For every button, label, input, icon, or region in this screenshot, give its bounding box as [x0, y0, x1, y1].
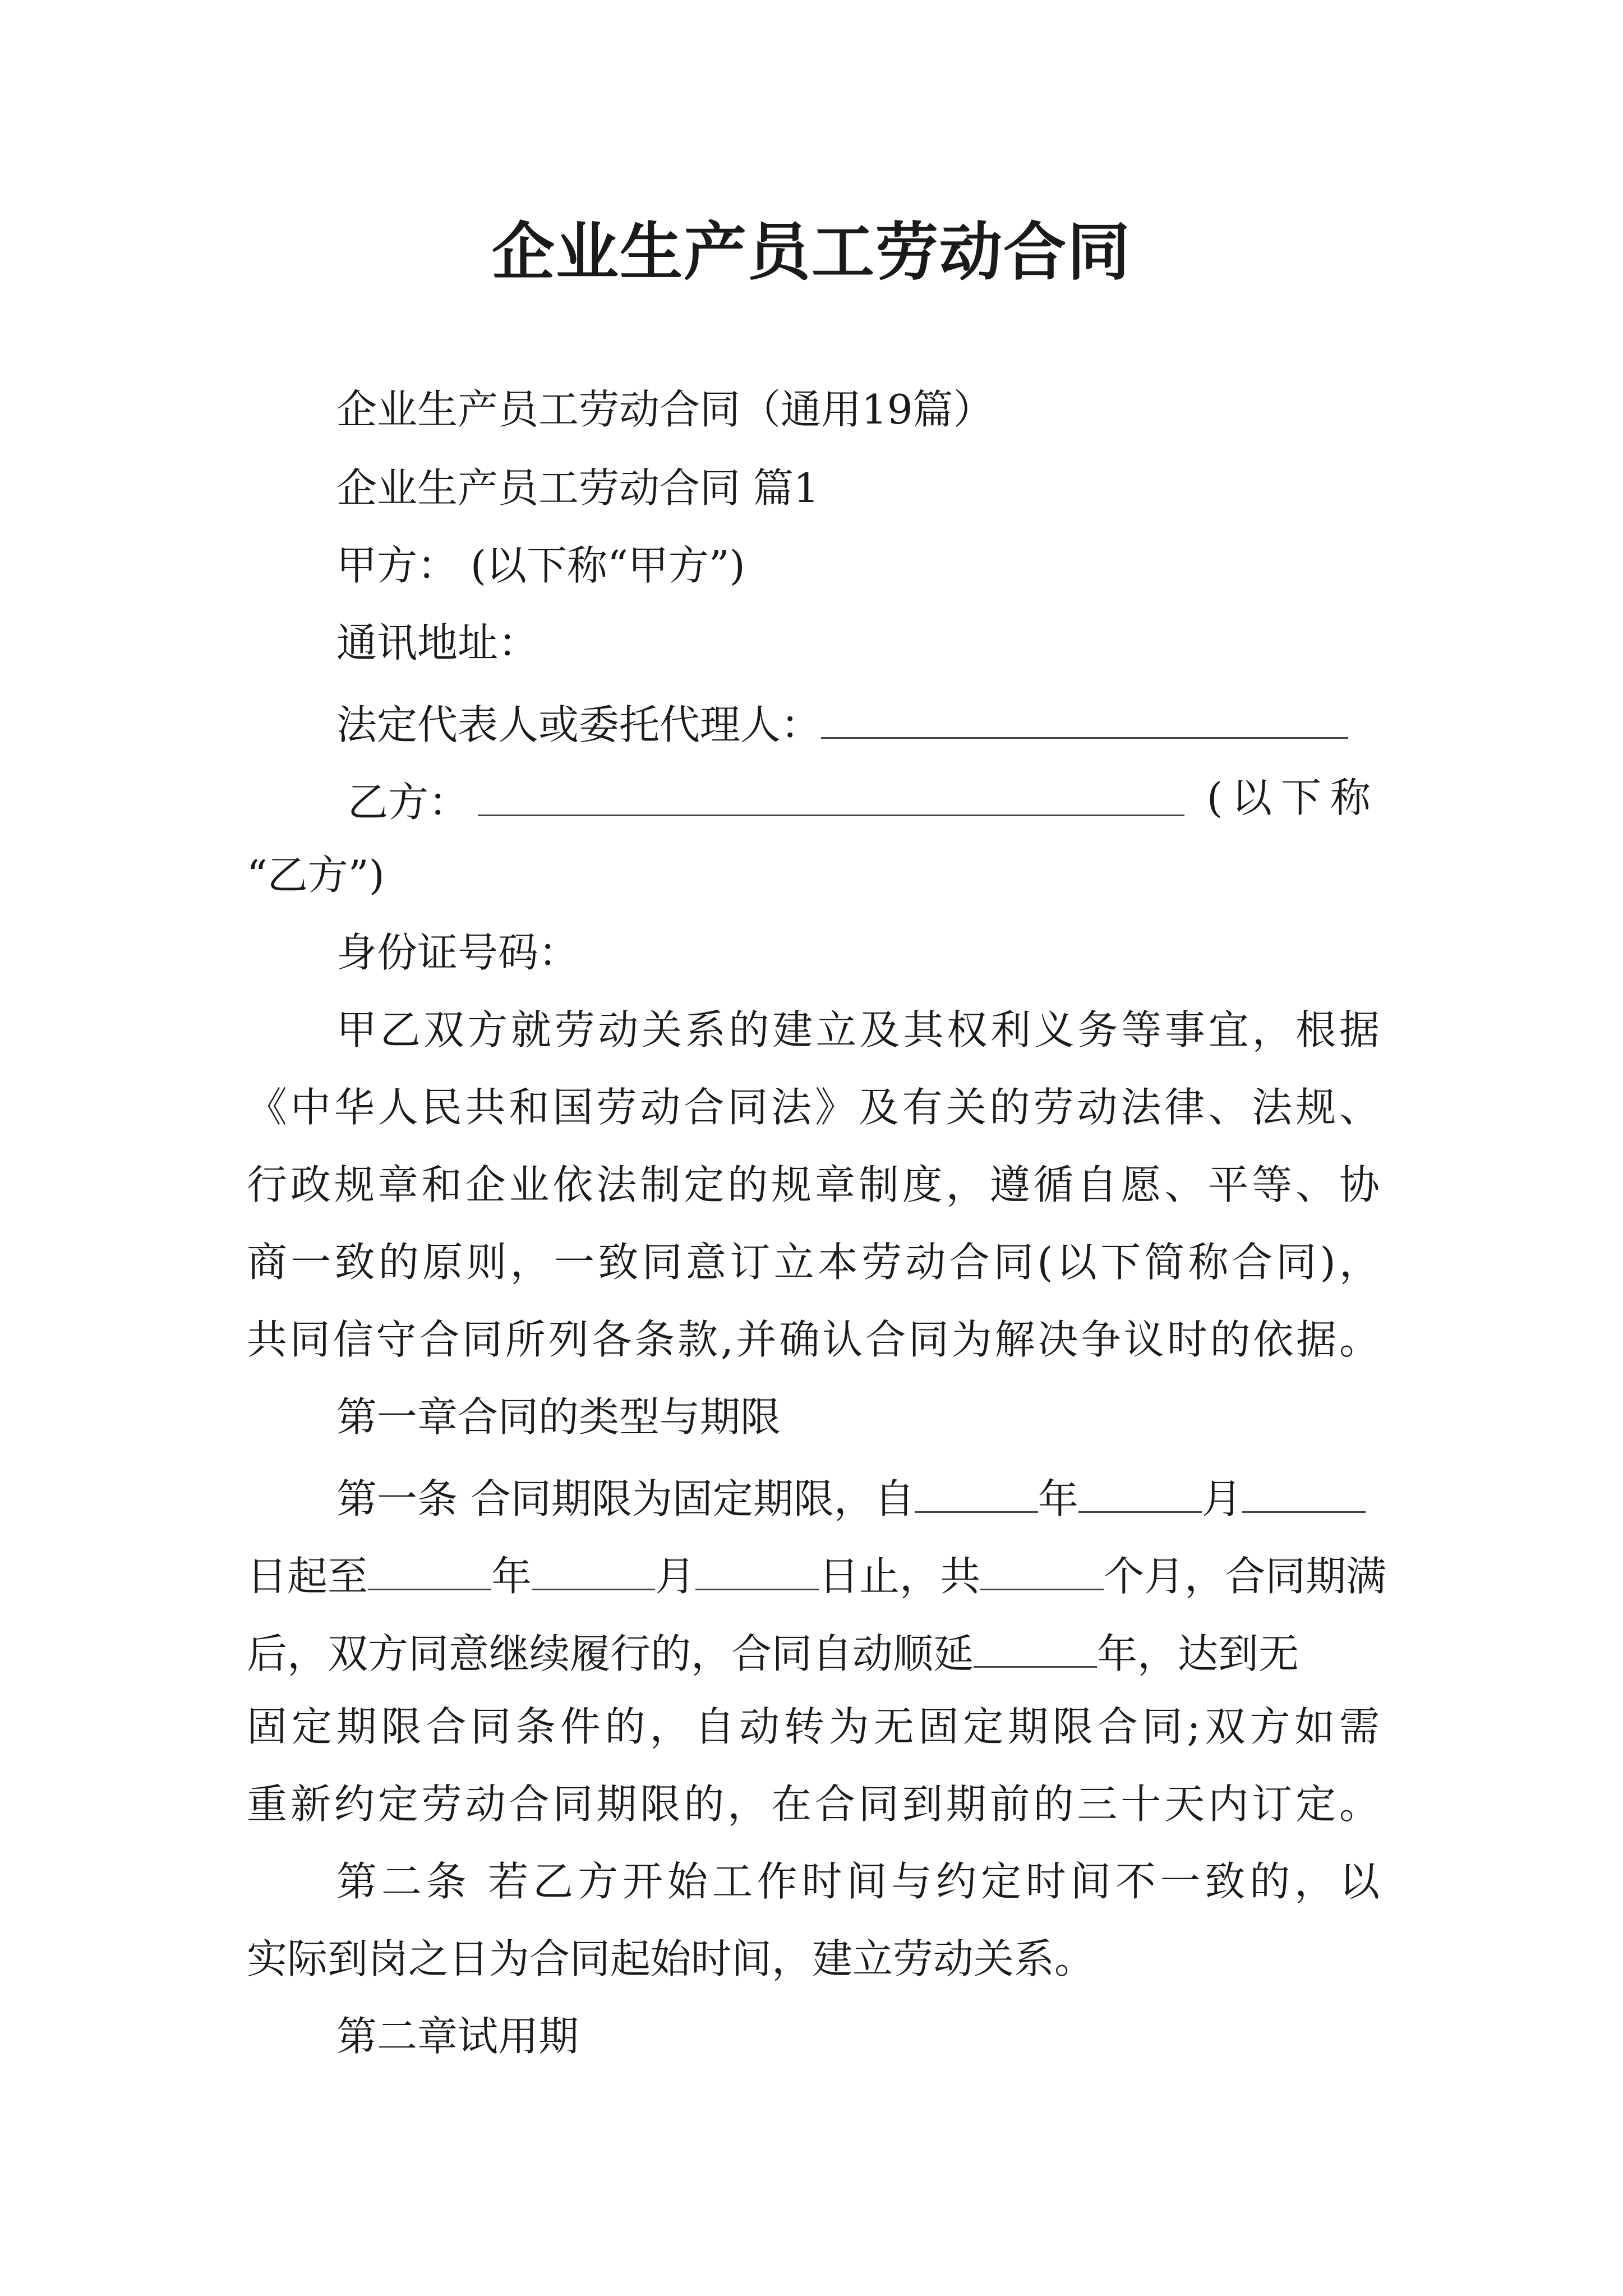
article2-line-1: 第二条 若乙方开始工作时间与约定时间不一致的，以 — [336, 1858, 1380, 1905]
para1-line-1: 甲乙双方就劳动关系的建立及其权利义务等事宜，根据 — [336, 1006, 1380, 1053]
chapter-1-heading: 第一章合同的类型与期限 — [336, 1393, 781, 1441]
legal-rep-blank — [821, 692, 1348, 739]
article1-text: 后，双方同意继续履行的，合同自动顺延 — [247, 1630, 974, 1677]
para1-line-5: 共同信守合同所列各条款,并确认合同为解决争议时的依据。 — [247, 1316, 1380, 1363]
chapter-2-heading: 第二章试用期 — [336, 2013, 579, 2060]
id-number-line: 身份证号码： — [336, 929, 579, 976]
month-label: 月 — [1201, 1475, 1242, 1522]
year-label: 年 — [1038, 1475, 1078, 1522]
article1-line-5: 重新约定劳动合同期限的，在合同到期前的三十天内订定。 — [247, 1780, 1380, 1828]
article1-line-3 — [247, 1621, 1299, 1682]
article1-line-4: 固定期限合同条件的，自动转为无固定期限合同;双方如需 — [247, 1703, 1380, 1750]
para1-line-4: 商一致的原则，一致同意订立本劳动合同(以下简称合同)， — [247, 1239, 1380, 1286]
blank — [1078, 1466, 1202, 1513]
article2-line-2: 实际到岗之日为合同起始时间，建立劳动关系。 — [247, 1935, 1095, 1982]
address-line: 通讯地址： — [336, 619, 539, 666]
subtitle: 企业生产员工劳动合同（通用19篇） — [336, 386, 994, 433]
para1-line-3: 行政规章和企业依法制定的规章制度，遵循自愿、平等、协 — [247, 1161, 1380, 1208]
article1-text: 第一条 合同期限为固定期限，自 — [336, 1475, 915, 1522]
article1-line-2 — [247, 1544, 1386, 1604]
blank — [974, 1621, 1097, 1668]
blank — [980, 1544, 1104, 1590]
legal-rep-label: 法定代表人或委托代理人： — [336, 701, 822, 748]
article1-text: 日起至 — [247, 1553, 368, 1600]
article1-text: 个月，合同期满 — [1104, 1553, 1387, 1600]
party-b-blank — [478, 770, 1184, 816]
party-b-suffix: (以下称 — [1206, 774, 1380, 821]
blank — [1242, 1466, 1366, 1513]
blank — [368, 1544, 491, 1590]
section-heading: 企业生产员工劳动合同 篇1 — [336, 464, 819, 512]
document-title: 企业生产员工劳动合同 — [492, 215, 1131, 289]
month-label: 月 — [655, 1553, 696, 1600]
article1-text: 日止，共 — [819, 1553, 981, 1600]
party-b-line — [336, 770, 1380, 830]
article1-text: 年，达到无 — [1097, 1630, 1299, 1677]
party-a-line: 甲方： (以下称“甲方”) — [336, 542, 745, 589]
blank — [532, 1544, 655, 1590]
year-label: 年 — [491, 1553, 532, 1600]
para1-line-2: 《中华人民共和国劳动合同法》及有关的劳动法律、法规、 — [247, 1084, 1380, 1131]
blank — [915, 1466, 1038, 1513]
party-b-continuation: “乙方”) — [247, 852, 385, 899]
party-b-label: 乙方： — [348, 779, 469, 826]
legal-rep-line — [336, 692, 1348, 753]
article1-line-1 — [336, 1466, 1366, 1527]
blank — [695, 1544, 819, 1590]
